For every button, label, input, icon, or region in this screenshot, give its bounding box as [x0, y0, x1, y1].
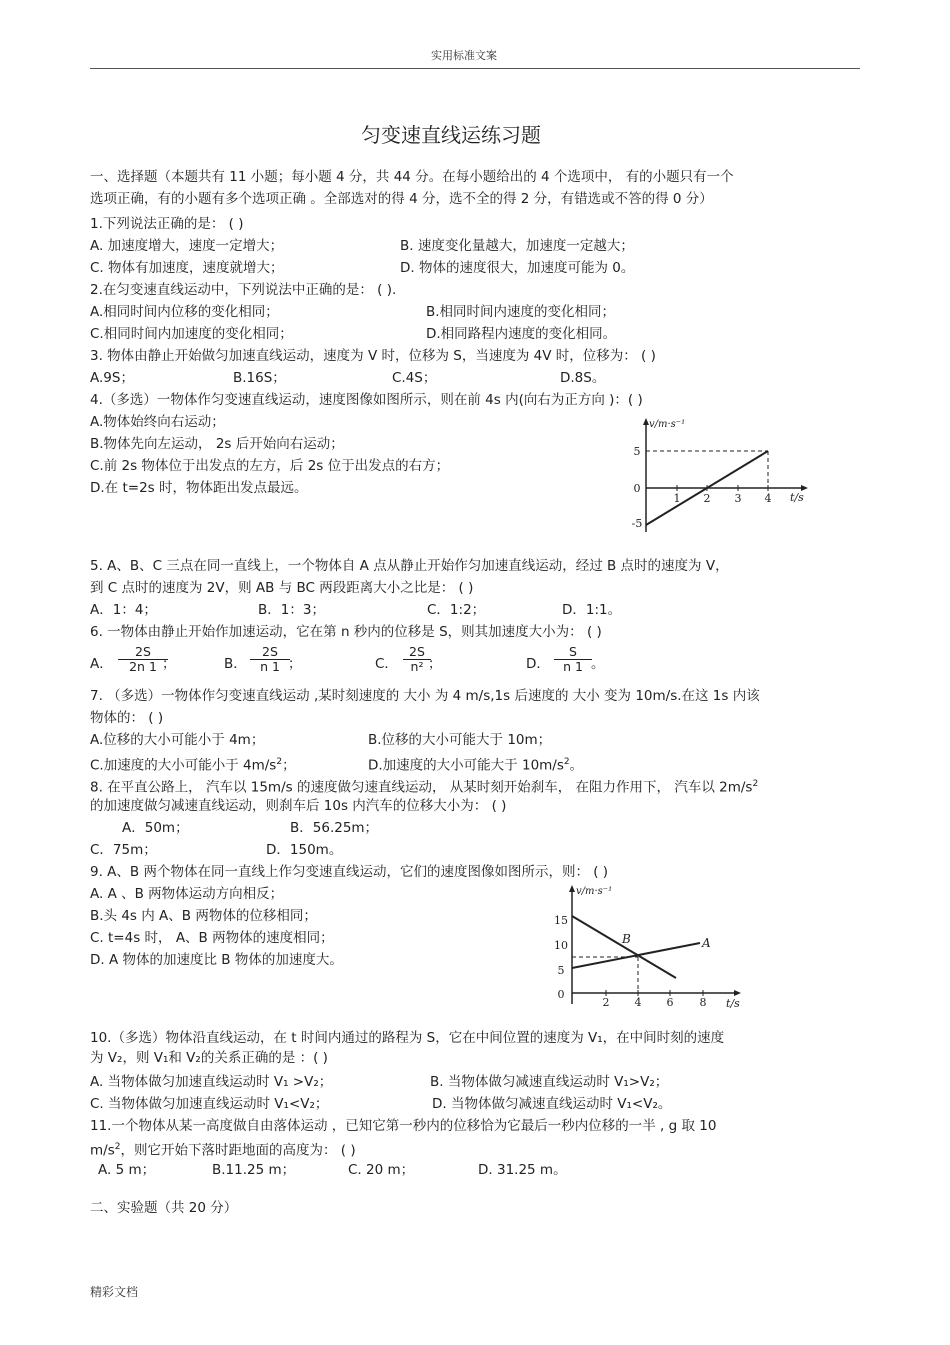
q6-a-numerator: 2S: [118, 645, 168, 660]
q6-d-numerator: S: [554, 645, 592, 660]
q6-option-a-sep: ；: [162, 656, 176, 672]
q6-a-denominator: 2n 1: [129, 659, 157, 674]
q7-stem-line1: 7. （多选）一物体作匀变速直线运动 ,某时刻速度的 大小 为 4 m/s,1s 后速度的 大小 变为 10m/s.在这 1s 内该: [90, 688, 760, 704]
q3-option-c: C.4S；: [392, 370, 437, 386]
q8-option-b: B．56.25m；: [290, 820, 379, 836]
graph2-ytick-0: 0: [557, 988, 565, 1001]
q11-option-c: C. 20 m；: [348, 1162, 415, 1178]
q4-option-b: B.物体先向左运动， 2s 后开始向右运动；: [90, 436, 344, 452]
graph2-xtick-6: 6: [666, 996, 674, 1008]
q3-stem: 3. 物体由静止开始做匀加速直线运动，速度为 V 时，位移为 S，当速度为 4V 时，位移为： ( ): [90, 348, 656, 364]
q8-stem-line1: 8. 在平直公路上， 汽车以 15m/s 的速度做匀速直线运动， 从某时刻开始刹车， 在阻力作用下， 汽车以 $2m/s^2$: [90, 779, 759, 796]
q2-option-b: B.相同时间内速度的变化相同；: [426, 304, 616, 320]
q3-option-b: B.16S；: [233, 370, 286, 386]
q4-option-a: A.物体始终向右运动；: [90, 414, 225, 430]
q7-option-d: D.加速度的大小可能大于 $10m/s^2$。: [368, 757, 584, 774]
q9-option-b: B.头 4s 内 A、B 两物体的位移相同；: [90, 908, 317, 924]
graph1-xlabel: t/s: [790, 491, 804, 504]
q10-option-a: A. 当物体做匀加速直线运动时 V₁ >V₂；: [90, 1074, 333, 1090]
q6-stem: 6. 一物体由静止开始作加速运动，它在第 n 秒内的位移是 S，则其加速度大小为： ( ): [90, 624, 602, 640]
graph2-xtick-4: 4: [634, 996, 642, 1008]
q5-option-c: C．1:2；: [427, 602, 486, 618]
q10-option-c: C. 当物体做匀加速直线运动时 V₁<V₂；: [90, 1096, 329, 1112]
q4-velocity-graph: [628, 414, 814, 536]
q8-option-a: A．50m；: [122, 820, 189, 836]
graph2-xtick-8: 8: [699, 996, 707, 1008]
q5-stem-line1: 5. A、B、C 三点在同一直线上，一个物体自 A 点从静止开始作匀加速直线运动，经过 B 点时的速度为 V，: [90, 558, 729, 574]
q10-stem-line1: 10.（多选）物体沿直线运动，在 t 时间内通过的路程为 S，它在中间位置的速度为 V₁，在中间时刻的速度: [90, 1030, 725, 1046]
page-footer: 精彩文档: [90, 1285, 139, 1299]
graph1-ytick-5: 5: [633, 445, 641, 458]
graph2-label-a: A: [702, 936, 711, 950]
q1-option-a: A. 加速度增大，速度一定增大；: [90, 238, 284, 254]
q5-stem-line2: 到 C 点时的速度为 2V，则 AB 与 BC 两段距离大小之比是： ( ): [90, 580, 474, 596]
q11-option-b: B.11.25 m；: [212, 1162, 296, 1178]
q6-option-d-fraction: [554, 645, 592, 674]
q3-option-d: D.8S。: [560, 370, 606, 386]
q1-option-d: D. 物体的速度很大，加速度可能为 0。: [400, 260, 635, 276]
q9-velocity-graph: [552, 880, 748, 1008]
q7-stem-line2: 物体的： ( ): [90, 710, 164, 726]
q6-d-denominator: n 1: [563, 659, 583, 674]
q11-stem-line2: $m/s^2$，则它开始下落时距地面的高度为： ( ): [90, 1142, 356, 1159]
q2-option-d: D.相同路程内速度的变化相同。: [426, 326, 617, 342]
q11-option-a: A. 5 m；: [98, 1162, 156, 1178]
q7-option-b: B.位移的大小可能大于 10m；: [368, 732, 552, 748]
q7-option-c: C.加速度的大小可能小于 $4m/s^2$；: [90, 757, 296, 774]
graph1-xtick-4: 4: [764, 492, 772, 505]
q4-option-c: C.前 2s 物体位于出发点的左方，后 2s 位于出发点的右方；: [90, 458, 450, 474]
q6-option-b-label: B．: [224, 656, 247, 672]
graph2-ytick-10: 10: [554, 939, 568, 952]
q6-option-a-label: A．: [90, 656, 113, 672]
q1-option-b: B. 速度变化量越大，加速度一定越大；: [400, 238, 634, 254]
graph1-xtick-2: 2: [703, 492, 711, 505]
q6-option-c-label: C．: [375, 656, 398, 672]
graph2-ytick-15: 15: [554, 914, 568, 927]
q6-c-numerator: 2S: [403, 645, 431, 660]
q4-stem: 4.（多选）一物体作匀变速直线运动，速度图像如图所示，则在前 4s 内(向右为正方向 )：( ): [90, 392, 643, 408]
q10-option-b: B. 当物体做匀减速直线运动时 V₁>V₂；: [430, 1074, 669, 1090]
graph2-ylabel: v/m·s⁻¹: [576, 886, 613, 897]
q6-option-c-fraction: [403, 645, 431, 674]
q8-option-d: D．150m。: [266, 842, 343, 858]
q5-option-d: D．1:1。: [562, 602, 622, 618]
q6-option-a-fraction: [118, 645, 168, 674]
header-rule: [90, 68, 860, 69]
q9-option-a: A. A 、B 两物体运动方向相反；: [90, 886, 284, 902]
q7-option-a: A.位移的大小可能小于 4m；: [90, 732, 265, 748]
q6-b-numerator: 2S: [250, 645, 290, 660]
graph1-xtick-3: 3: [734, 492, 742, 505]
q5-option-a: A．1：4；: [90, 602, 157, 618]
q6-option-b-fraction: [250, 645, 290, 674]
graph2-xtick-2: 2: [602, 996, 610, 1008]
q9-option-d: D. A 物体的加速度比 B 物体的加速度大。: [90, 952, 343, 968]
q10-option-d: D. 当物体做匀减速直线运动时 V₁<V₂。: [432, 1096, 672, 1112]
q6-option-d-label: D．: [526, 656, 550, 672]
page-header: 实用标准文案: [431, 49, 497, 62]
q9-stem: 9. A、B 两个物体在同一直线上作匀变速直线运动，它们的速度图像如图所示，则： ( ): [90, 864, 609, 880]
section2-heading: 二、实验题（共 20 分）: [90, 1200, 238, 1216]
q11-option-d: D. 31.25 m。: [478, 1162, 567, 1178]
q6-option-b-sep: ；: [288, 656, 302, 672]
q3-option-a: A.9S；: [90, 370, 134, 386]
graph1-ylabel: v/m·s⁻¹: [649, 419, 686, 430]
graph1-ytick-neg5: -5: [631, 517, 643, 530]
graph2-label-b: B: [622, 932, 631, 946]
q6-c-denominator: n²: [410, 659, 424, 674]
q9-option-c: C. t=4s 时， A、B 两物体的速度相同；: [90, 930, 334, 946]
section1-intro-line1: 一、选择题（本题共有 11 小题；每小题 4 分，共 44 分。在每小题给出的 4 个选项中， 有的小题只有一个: [90, 169, 734, 185]
q5-option-b: B．1：3；: [258, 602, 325, 618]
q11-stem-line1: 11.一个物体从某一高度做自由落体运动 ，已知它第一秒内的位移恰为它最后一秒内位移的一半 , g 取 10: [90, 1118, 717, 1134]
q1-stem: 1.下列说法正确的是： ( ): [90, 216, 244, 232]
q2-stem: 2.在匀变速直线运动中，下列说法中正确的是： ( ).: [90, 282, 397, 298]
q8-stem-line2: 的加速度做匀减速直线运动，则刹车后 10s 内汽车的位移大小为： ( ): [90, 798, 507, 814]
q2-option-a: A.相同时间内位移的变化相同；: [90, 304, 279, 320]
q6-option-d-end: 。: [591, 656, 605, 672]
q1-option-c: C. 物体有加速度，速度就增大；: [90, 260, 284, 276]
q2-option-c: C.相同时间内加速度的变化相同；: [90, 326, 293, 342]
q6-option-c-sep: ；: [428, 656, 442, 672]
graph2-ytick-5: 5: [557, 964, 565, 977]
page-title: 匀变速直线运练习题: [361, 123, 541, 147]
graph1-xtick-1: 1: [673, 492, 681, 505]
q10-stem-line2: 为 V₂，则 V₁和 V₂的关系正确的是 ：( ): [90, 1050, 328, 1066]
q6-b-denominator: n 1: [260, 659, 280, 674]
section1-intro-line2: 选项正确，有的小题有多个选项正确 。全部选对的得 4 分，选不全的得 2 分，有错选或不答的得 0 分）: [90, 191, 713, 207]
graph2-xlabel: t/s: [726, 997, 740, 1008]
q8-option-c: C．75m；: [90, 842, 157, 858]
q4-option-d: D.在 t=2s 时，物体距出发点最远。: [90, 480, 308, 496]
graph1-ytick-0: 0: [633, 482, 641, 495]
